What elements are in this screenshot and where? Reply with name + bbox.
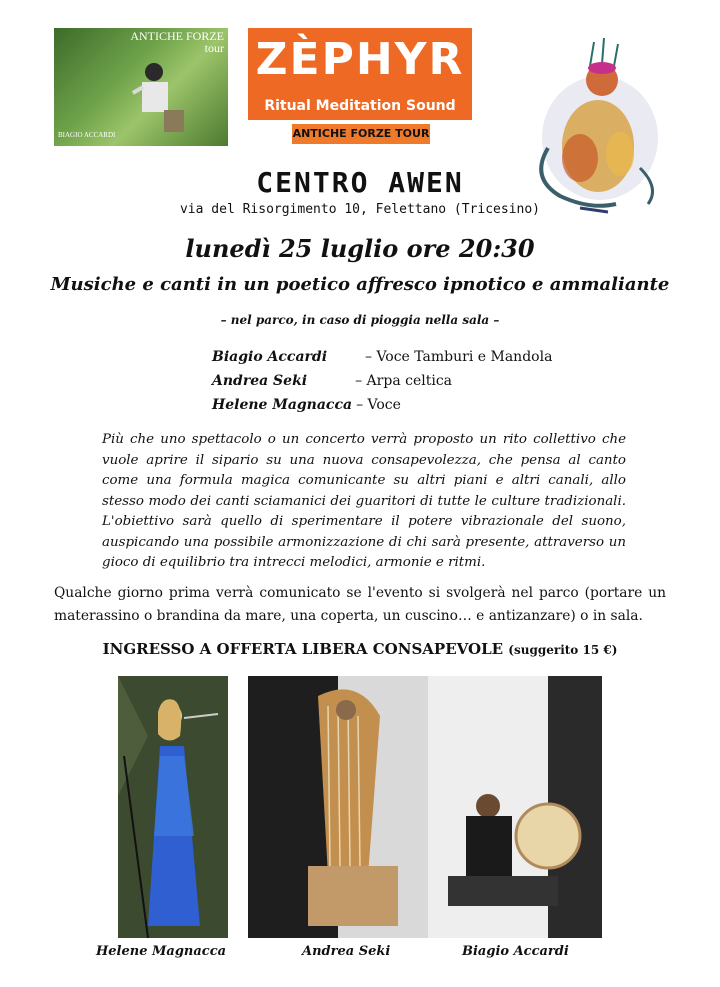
logo-tour-badge: ANTICHE FORZE TOUR (292, 124, 430, 144)
performer-role: – Arpa celtica (355, 373, 453, 389)
performer-row (212, 393, 552, 417)
performer-name: Andrea Seki (212, 373, 308, 389)
event-date: lunedì 25 luglio ore 20:30 (185, 234, 535, 263)
caption-andrea: Andrea Seki (302, 944, 391, 959)
tour-photo-caption: BIAGIO ACCARDI (58, 131, 116, 139)
venue-note: Qualche giorno prima verrà comunicato se l'evento si svolgerà nel parco (portare un materassino o brandina da mare, una coperta, un cuscino… e antizanzare) o in sala. (54, 585, 666, 624)
logo-subtitle: Ritual Meditation Sound (264, 98, 456, 114)
performer-row (212, 369, 552, 393)
zephyr-logo (248, 28, 472, 120)
logo-title: ZÈPHYR (255, 34, 465, 85)
tour-photo-title (130, 30, 224, 54)
caption-helene: Helene Magnacca (96, 944, 227, 959)
tour-photo (54, 28, 228, 146)
helene-photo (118, 676, 228, 938)
event-description: Più che uno spettacolo o un concerto verrà proposto un rito collettivo che vuole aprire il sipario su una nuova consapevolezza, che pensa al canto come una formula magica comunicante su altri piani e altri canali, allo stesso modo dei canti sciamanici dei guaritori di tutte le culture tradizionali. L'obiettivo sarà quello di sperimentare il potere vibrazionale del suono, auspicando una possibile armonizzazione di chi sarà presente, attraverso un gioco di equilibrio tra intrecci melodici, armonie e ritmi. (102, 432, 626, 570)
performer-role: – Voce Tamburi e Mandola (365, 349, 553, 365)
tour-photo-title-line1: ANTICHE FORZE (130, 29, 224, 43)
harp-and-drum-players (248, 676, 602, 938)
drummer-figure (124, 58, 184, 138)
venue-title: CENTRO AWEN (256, 166, 464, 199)
entry-suggested-price: (suggerito 15 €) (508, 643, 618, 657)
stage-photo (248, 676, 602, 938)
tour-photo-title-line2: tour (204, 41, 224, 55)
singer-figure (118, 676, 228, 938)
entry-label: INGRESSO A OFFERTA LIBERA CONSAPEVOLE (102, 640, 504, 658)
entry-info (0, 640, 720, 658)
performer-name: Biagio Accardi (212, 349, 328, 365)
event-tagline: Musiche e canti in un poetico affresco ipnotico e ammaliante (50, 274, 670, 295)
place-note: – nel parco, in caso di pioggia nella sala – (220, 313, 500, 327)
performer-list (212, 345, 552, 417)
performer-row (212, 345, 552, 369)
performer-role: – Voce (356, 397, 401, 413)
performer-name: Helene Magnacca (212, 397, 353, 413)
caption-biagio: Biagio Accardi (462, 944, 569, 959)
venue-address: via del Risorgimento 10, Felettano (Tricesino) (179, 202, 541, 217)
